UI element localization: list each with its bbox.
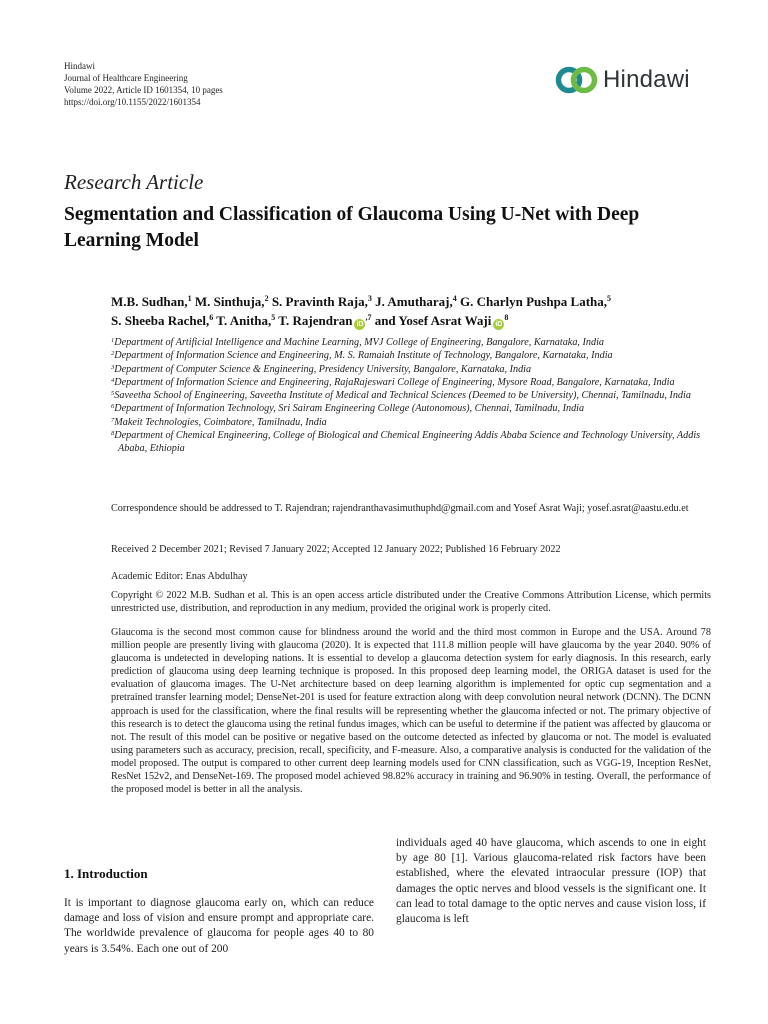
affiliation-number: 8: [111, 430, 115, 438]
author: [195, 294, 269, 309]
affiliation-number: 3: [111, 363, 115, 371]
author-name: G. Charlyn Pushpa Latha,: [460, 294, 608, 309]
author-affiliation-number: 5: [607, 294, 612, 303]
affiliation: [111, 429, 711, 456]
affiliation-list: [111, 336, 711, 456]
author-name: and Yosef Asrat Waji: [374, 313, 492, 328]
copyright-notice: Copyright © 2022 M.B. Sudhan et al. This is an open access article distributed under the Creative Commons Attribution License, which permits unrestricted use, distribution, and reproduction in any medium, provided the original work is properly cited.: [111, 590, 711, 615]
author: [460, 294, 611, 309]
author: [216, 313, 275, 328]
author-name: T. Anitha,: [216, 313, 272, 328]
affiliation: [111, 416, 711, 429]
author: [111, 313, 213, 328]
author: [375, 294, 457, 309]
author: [375, 313, 509, 328]
author-affiliation-number: 4: [452, 294, 457, 303]
affiliation-text: Makeit Technologies, Coimbatore, Tamilnadu, India: [114, 416, 327, 428]
affiliation: [111, 376, 711, 389]
affiliation-text: Saveetha School of Engineering, Saveetha Institute of Medical and Technical Sciences (Deemed to be University), Chennai, Tamilnadu, India: [114, 390, 691, 402]
affiliation-text: Department of Information Technology, Sri Sairam Engineering College (Autonomous), Chennai, Tamilnadu, India: [114, 403, 585, 415]
author-name: M.B. Sudhan,: [111, 294, 188, 309]
hindawi-logo: [555, 62, 715, 98]
affiliation-number: 4: [111, 376, 115, 384]
publication-dates: Received 2 December 2021; Revised 7 January 2022; Accepted 12 January 2022; Published 16 February 2022: [111, 544, 561, 555]
orcid-icon[interactable]: iD: [356, 321, 364, 328]
introduction-right-column: individuals aged 40 have glaucoma, which ascends to one in eight by age 80 [1]. Various glaucoma-related risk factors have been established, where the elevated intraocular pressure (IOP) that damages the optic nerves and blood vessels is the significant one. It can lead to total damage to the optic nerves and cause vision loss, if glaucoma is left: [396, 837, 706, 926]
author: [272, 294, 372, 309]
article-title: Segmentation and Classification of Glaucoma Using U-Net with Deep Learning Model: [64, 204, 640, 251]
author-affiliation-number: 1: [187, 294, 192, 303]
affiliation-number: 1: [111, 337, 115, 344]
journal-meta: [64, 60, 223, 108]
logo-text: Hindawi: [603, 66, 690, 93]
introduction-left-column: It is important to diagnose glaucoma early on, which can reduce damage and loss of vision and ensure prompt and appropriate care. The worldwide prevalence of glaucoma for people ages 40 to 80 years is 3.54%. Each one out of 200: [64, 897, 374, 955]
author-affiliation-number: ,7: [365, 313, 372, 322]
affiliation-text: Department of Computer Science & Engineering, Presidency University, Bangalore, Karnataka, India: [114, 363, 532, 375]
abstract: Glaucoma is the second most common cause for blindness around the world and the third most common in Europe and the USA. Around 78 million people are presently living with glaucoma (2020). It is expected that 111.8 million people will have glaucoma by the year 2040. 90% of glaucoma is undetected in developing nations. It is essential to develop a glaucoma detection system for early diagnosis. In this research, early prediction of glaucoma using deep learning technique is proposed. In this proposed deep learning model, the ORIGA dataset is used for the evaluation of glaucoma images. The U-Net architecture based on deep learning algorithm is implemented for optic cup segmentation and a pretrained transfer learning model; DenseNet-201 is used for feature extraction along with deep convolution neural network (DCNN). The DCNN approach is used for the classification, where the final results will be representing whether the glaucoma infected or not. The primary objective of this research is to detect the glaucoma using the retinal fundus images, which can be useful to determine if the patient was affected by glaucoma or not. The result of this model can be positive or negative based on the outcome detected as infected by glaucoma or not. The model is evaluated using parameters such as accuracy, precision, recall, specificity, and F-measure. Also, a comparative analysis is conducted for the validation of the model proposed. The output is compared to other current deep learning models used for CNN classification, such as VGG-19, Inception ResNet, ResNet 152v2, and DenseNet-169. The proposed model achieved 98.82% accuracy in training and 96.90% in testing. Overall, the performance of the proposed model is better in all the analysis.: [111, 627, 711, 796]
author-affiliation-number: 3: [367, 294, 372, 303]
section-heading-introduction: 1. Introduction: [64, 866, 148, 881]
affiliation-number: 5: [111, 390, 115, 398]
doi-link[interactable]: https://doi.org/10.1155/2022/1601354: [64, 97, 201, 107]
author: [111, 294, 192, 309]
author-affiliation-number: 2: [264, 294, 269, 303]
affiliation-text: Department of Information Science and Engineering, M. S. Ramaiah Institute of Technology, Bangalore, Karnataka, India: [114, 350, 613, 362]
author-list: [111, 292, 711, 330]
author-name: S. Pravinth Raja,: [271, 294, 368, 309]
author-name: J. Amutharaj,: [375, 294, 453, 309]
affiliation-text: Department of Information Science and Engineering, RajaRajeswari College of Engineering, Mysore Road, Bangalore, Karnataka, India: [114, 376, 675, 388]
author-name: T. Rajendran: [278, 313, 353, 328]
author-name: S. Sheeba Rachel,: [111, 313, 210, 328]
author: [278, 313, 371, 328]
volume-info: Volume 2022, Article ID 1601354, 10 pages: [64, 85, 223, 95]
correspondence: Correspondence should be addressed to T. Rajendran; rajendranthavasimuthuphd@gmail.com and Yosef Asrat Waji; yosef.asrat@aastu.edu.et: [111, 503, 689, 514]
author-affiliation-number: 5: [271, 313, 276, 322]
academic-editor: Academic Editor: Enas Abdulhay: [111, 571, 248, 582]
publisher-name: Hindawi: [64, 61, 95, 71]
author-affiliation-number: 6: [209, 313, 214, 322]
author-affiliation-number: 8: [504, 313, 509, 322]
hindawi-logo-icon: [555, 65, 599, 95]
affiliation-text: Department of Artificial Intelligence and Machine Learning, MVJ College of Engineering, Bangalore, Karnataka, India: [114, 337, 605, 348]
article-type: Research Article: [64, 170, 204, 194]
affiliation-number: 2: [111, 350, 115, 358]
affiliation: [111, 349, 711, 362]
affiliation-number: 6: [111, 403, 115, 411]
journal-name: Journal of Healthcare Engineering: [64, 73, 188, 83]
author-name: M. Sinthuja,: [194, 294, 265, 309]
affiliation: [111, 363, 711, 376]
logo-ring-right: [574, 70, 595, 91]
affiliation: [111, 389, 711, 402]
orcid-icon[interactable]: iD: [495, 321, 503, 328]
affiliation-number: 7: [111, 416, 115, 424]
affiliation: [111, 336, 711, 349]
affiliation-text: Department of Chemical Engineering, College of Biological and Chemical Engineering Addis Ababa Science and Technology University, Addis Ababa, Ethiopia: [114, 430, 701, 455]
affiliation: [111, 402, 711, 415]
